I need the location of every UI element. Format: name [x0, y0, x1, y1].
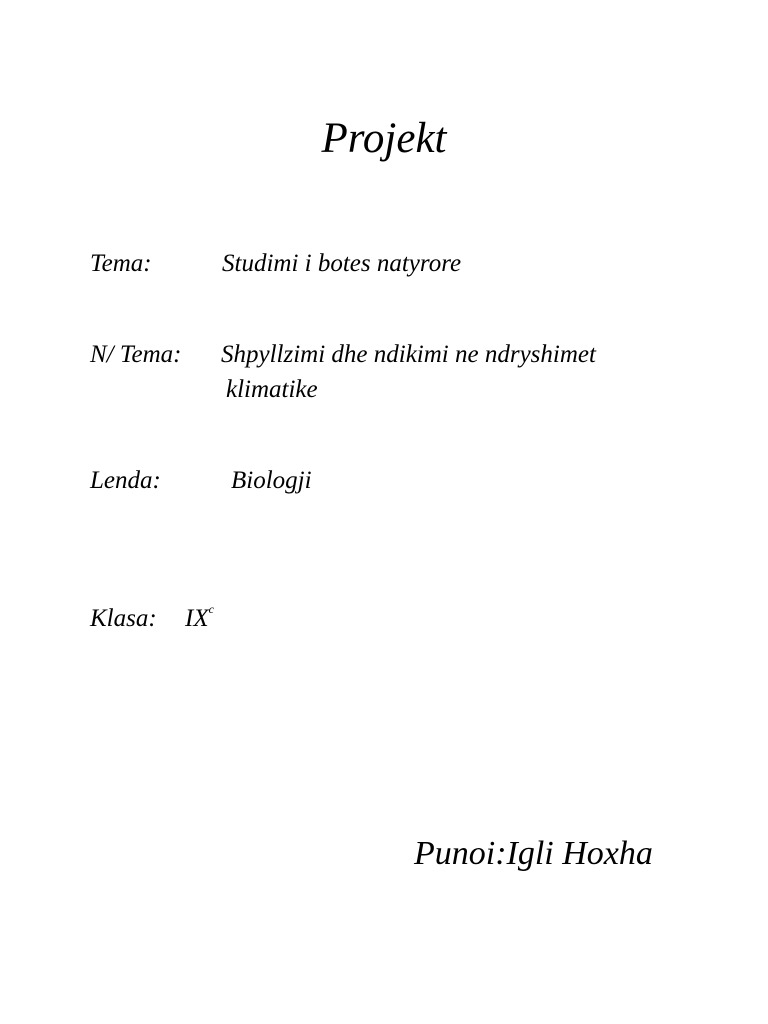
- field-lenda-label: Lenda:: [90, 467, 161, 494]
- field-klasa-value-wrap: [185, 602, 214, 636]
- field-klasa-superscript: c: [208, 601, 214, 616]
- author-signature: Punoi:Igli Hoxha: [414, 835, 653, 872]
- field-ntema-label: N/ Tema:: [90, 341, 182, 368]
- field-klasa-value: IX: [185, 605, 209, 632]
- field-tema-label: Tema:: [90, 250, 152, 277]
- document-title: Projekt: [321, 115, 447, 162]
- field-tema-value: Studimi i botes natyrore: [222, 250, 462, 277]
- field-lenda-value: Biologji: [231, 467, 312, 494]
- field-ntema-value-line2: klimatike: [226, 376, 318, 403]
- field-ntema-value-line1: Shpyllzimi dhe ndikimi ne ndryshimet: [221, 341, 596, 368]
- field-klasa-label: Klasa:: [90, 605, 157, 632]
